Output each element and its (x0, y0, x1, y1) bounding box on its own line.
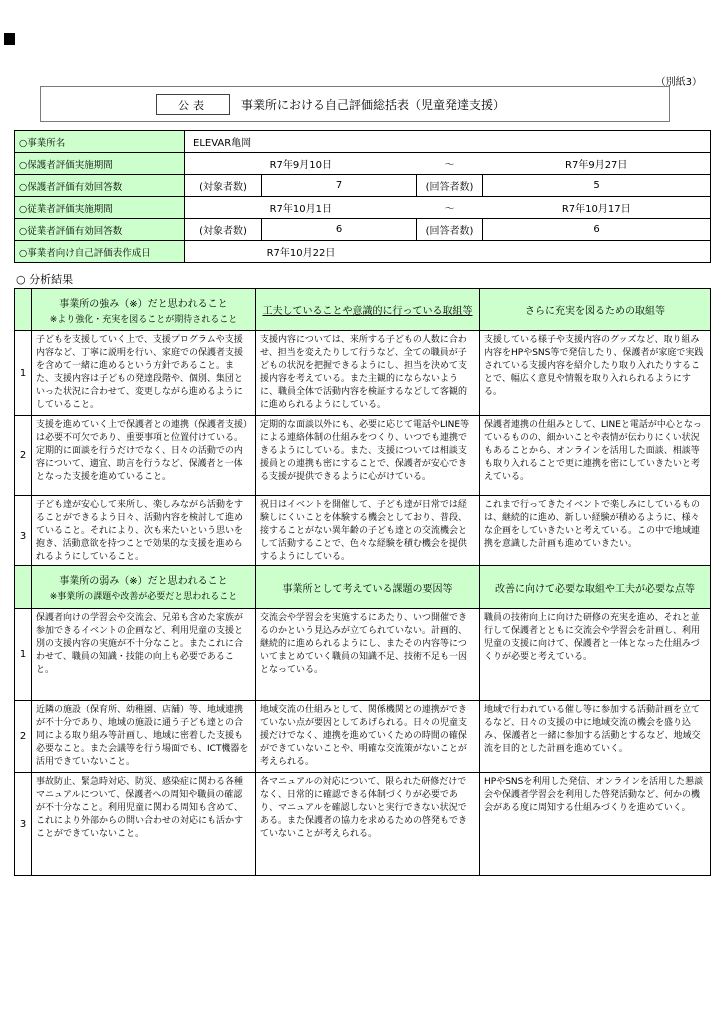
header-improvement-actions: 改善に向けて必要な取組や工夫が必要な点等 (480, 566, 711, 609)
tilde-separator: ～ (444, 204, 455, 215)
strengths-table (14, 288, 711, 578)
table-row (15, 241, 711, 263)
cause-cell: 地域交流の仕組みとして、関係機関との連携ができていない点が要因としてあげられる。日々の児童支援だけでなく、連携を進めていくための時間の確保ができていないことや、明確な交流策がないことが考えられる。 (256, 701, 480, 773)
publish-stamp: 公表 (156, 94, 230, 115)
weakness-cell: 保護者向けの学習会や交流会、兄弟も含めた家族が参加できるイベントの企画など、利用児童の支援と別の支援内容の実施が不十分なこと。またこれに合わせて、職員の知識・技能の向上も必要であること。 (32, 609, 256, 701)
tilde-separator: ～ (444, 160, 455, 171)
guardian-eval-start-date: R7年9月10日 (269, 160, 332, 171)
effort-cell: 支援内容については、来所する子どもの人数に合わせ、担当を変えたりして行うなど、全ての職員が子どもの状況を把握できるようにし、担当を決めて支援内容を考えている。また主観的にならないように、職員全体で活動内容を検証するなどして客観的に進められるようにしている。 (256, 331, 480, 416)
row-number: 1 (15, 331, 32, 416)
staff-target-count-value: 6 (262, 219, 417, 241)
strength-cell: 子どもを支援していく上で、支援プログラムや支援内容など、丁寧に説明を行い、家庭での保護者支援を含めて一緒に進めるという方針であること。また、支援内容は子どもの発達段階や、個別、集団といった状況に合わせて、変更しながら進めるようにしていること。 (32, 331, 256, 416)
strength-cell: 子ども達が安心して来所し、楽しみながら活動をすることができるよう日々、活動内容を検討して進めていること。それにより、次も来たいという思いを抱き、活動意欲を持つことで効果的な支援を進められるようにしていること。 (32, 496, 256, 578)
row-number: 3 (15, 773, 32, 876)
staff-target-count-label: (対象者数) (185, 219, 262, 241)
header-issue-causes: 事業所として考えている課題の要因等 (256, 566, 480, 609)
page-title: 事業所における自己評価総括表（児童発達支援） (241, 97, 506, 112)
facility-name-value: ELEVAR亀岡 (185, 131, 711, 153)
table-row (15, 773, 711, 876)
table-header-row (15, 289, 711, 331)
effort-cell: 定期的な面談以外にも、必要に応じて電話やLINE等による連絡体制の仕組みをつくり、いつでも連携できるようにしている。また、支援については相談支援員との連携も密にすることで、保護者が安心できる支援が提供できるように心がけている。 (256, 416, 480, 496)
guardian-response-count-label: (回答者数) (417, 175, 483, 197)
table-row (15, 131, 711, 153)
table-row (15, 219, 711, 241)
header-further-enhancement: さらに充実を図るための取組等 (480, 289, 711, 331)
header-number-col (15, 289, 32, 331)
cause-cell: 交流会や学習会を実施するにあたり、いつ開催できるのかという見込みが立てられていない。計画的、継続的に進められるようにし、またその内容等についてまとめていく職員の知識不足、技術不足も一因となっている。 (256, 609, 480, 701)
scan-corner-mark (4, 33, 15, 45)
weakness-cell: 事故防止、緊急時対応、防災、感染症に関わる各種マニュアルについて、保護者への周知や職員の確認が不十分なこと。利用児童に関わる周知も含めて、これにより外部からの問い合わせの対応にも活かすことができていないこと。 (32, 773, 256, 876)
table-row (15, 416, 711, 496)
attachment-number-note: （別紙3） (655, 77, 702, 88)
header-weaknesses: 事業所の弱み（※）だと思われること ※事業所の課題や改善が必要だと思われること (32, 566, 256, 609)
guardian-eval-responses-label: ○保護者評価有効回答数 (15, 175, 185, 197)
weaknesses-table (14, 565, 711, 876)
self-eval-created-date-label: ○事業者向け自己評価表作成日 (15, 241, 185, 263)
improvement-cell: 職員の技術向上に向けた研修の充実を進め、それと並行して保護者とともに交流会や学習会を計画し、利用児童の支援に向けて、保護者と一体となった仕組みづくりが必要と考えている。 (480, 609, 711, 701)
cause-cell: 各マニュアルの対応について、限られた研修だけでなく、日常的に確認できる体制づくりが必要であり、マニュアルを確認しないと実行できない状況である。また保護者の協力を求めるための啓発もできていないことが考えられる。 (256, 773, 480, 876)
facility-info-table (14, 130, 711, 263)
weakness-cell: 近隣の施設（保育所、幼稚園、店舗）等、地域連携が不十分であり、地域の施設に通う子ども達との合同による取り組み等計画し、地域に密着した支援も必要なこと。また会議等を行う場面でも、ICT機器を活用できていないこと。 (32, 701, 256, 773)
table-header-row (15, 566, 711, 609)
guardian-response-count-value: 5 (483, 175, 711, 197)
table-row (15, 175, 711, 197)
analysis-results-heading: ○ 分析結果 (16, 273, 74, 286)
staff-eval-end-date: R7年10月17日 (561, 204, 631, 215)
row-number: 2 (15, 701, 32, 773)
effort-cell: 祝日はイベントを開催して、子ども達が日常では経験しにくいことを体験する機会としており、普段、接することがない異年齢の子ども達との交流機会として活動することで、色々な経験を積む機会を提供するようにしている。 (256, 496, 480, 578)
staff-response-count-label: (回答者数) (417, 219, 483, 241)
staff-response-count-value: 6 (483, 219, 711, 241)
staff-eval-start-date: R7年10月1日 (269, 204, 332, 215)
header-efforts: 工夫していることや意識的に行っている取組等 (256, 289, 480, 331)
row-number: 1 (15, 609, 32, 701)
table-row (15, 197, 711, 219)
table-row (15, 701, 711, 773)
guardian-target-count-label: (対象者数) (185, 175, 262, 197)
guardian-eval-period-label: ○保護者評価実施期間 (15, 153, 185, 175)
staff-eval-responses-label: ○従業者評価有効回答数 (15, 219, 185, 241)
title-box (40, 86, 670, 122)
header-number-col (15, 566, 32, 609)
enhancement-cell: 保護者連携の仕組みとして、LINEと電話が中心となっているものの、細かいことや表情が伝わりにくい状況もあることから、オンラインを活用した面談、相談等も取り入れることで更に連携を密にしていきたいと考えている。 (480, 416, 711, 496)
header-strengths: 事業所の強み（※）だと思われること ※より強化・充実を図ることが期待されること (32, 289, 256, 331)
guardian-eval-end-date: R7年9月27日 (565, 160, 628, 171)
improvement-cell: HPやSNSを利用した発信、オンラインを活用した懇談会や保護者学習会を利用した啓発活動など、何かの機会がある度に周知する仕組みづくりを進めていく。 (480, 773, 711, 876)
row-number: 2 (15, 416, 32, 496)
facility-name-label: ○事業所名 (15, 131, 185, 153)
guardian-target-count-value: 7 (262, 175, 417, 197)
table-row (15, 331, 711, 416)
table-row (15, 153, 711, 175)
row-number: 3 (15, 496, 32, 578)
improvement-cell: 地域で行われている催し等に参加する活動計画を立てるなど、日々の支援の中に地域交流の機会を盛り込み、保護者と一緒に参加する活動とするなど、地域交流を目的とした計画を進めていく。 (480, 701, 711, 773)
table-row (15, 609, 711, 701)
self-eval-created-date-value: R7年10月22日 (266, 248, 336, 259)
staff-eval-period-label: ○従業者評価実施期間 (15, 197, 185, 219)
strength-cell: 支援を進めていく上で保護者との連携（保護者支援）は必要不可欠であり、重要事項と位置付けている。定期的に面談を行うだけでなく、日々の活動での内容について、適宜、助言を行うなど、保護者と一体となった支援を進めていること。 (32, 416, 256, 496)
enhancement-cell: 支援している様子や支援内容のグッズなど、取り組み内容をHPやSNS等で発信したり、保護者が家庭で実践されている支援内容を紹介したり取り入れたりすることで、幅広く意見や情報を取り入れられるようにする。 (480, 331, 711, 416)
enhancement-cell: これまで行ってきたイベントで楽しみにしているものは、継続的に進め、新しい経験が積めるように、様々な企画をしていきたいと考えている。この中で地域連携を意識した計画も進めていきたい。 (480, 496, 711, 578)
